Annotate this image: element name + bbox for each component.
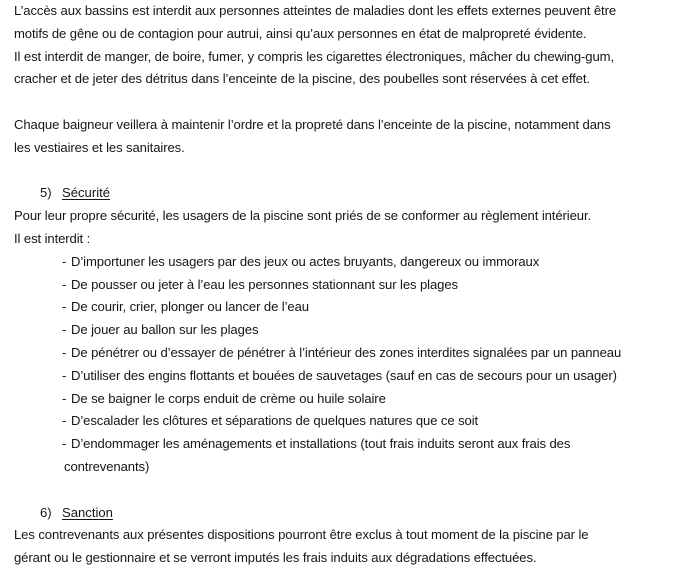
section-title: Sécurité bbox=[62, 185, 111, 201]
list-item bbox=[0, 342, 700, 365]
text-line: Il est interdit de manger, de boire, fumer, y compris les cigarettes électroniques, mâcher du chewing-gum, bbox=[14, 48, 615, 64]
prohibitions-list bbox=[0, 251, 700, 479]
sanction-paragraph bbox=[0, 524, 700, 570]
list-item-text: De jouer au ballon sur les plages bbox=[71, 322, 259, 338]
dash-bullet-icon: - bbox=[62, 276, 67, 292]
list-item-text: D’utiliser des engins flottants et bouées de sauvetages (sauf en cas de secours pour un usager) bbox=[71, 367, 617, 383]
text-line: cracher et de jeter des détritus dans l’enceinte de la piscine, des poubelles sont réservées à cet effet. bbox=[14, 71, 590, 87]
securite-lead bbox=[0, 205, 700, 251]
list-item-text: De courir, crier, plonger ou lancer de l’eau bbox=[71, 299, 309, 315]
dash-bullet-icon: - bbox=[62, 390, 67, 406]
list-item bbox=[0, 433, 700, 456]
section-heading-securite bbox=[0, 182, 700, 205]
list-item bbox=[0, 296, 700, 319]
section-gap bbox=[0, 479, 700, 502]
intro-paragraph-2 bbox=[0, 114, 700, 160]
list-item bbox=[0, 251, 700, 274]
list-item-text: De pénétrer ou d’essayer de pénétrer à l’intérieur des zones interdites signalées par un panneau bbox=[71, 344, 622, 360]
dash-bullet-icon: - bbox=[62, 253, 67, 269]
dash-bullet-icon: - bbox=[62, 344, 67, 360]
text-line: Pour leur propre sécurité, les usagers de la piscine sont priés de se conformer au règlement intérieur. bbox=[14, 208, 592, 224]
list-item bbox=[0, 319, 700, 342]
dash-bullet-icon: - bbox=[62, 322, 67, 338]
list-item bbox=[0, 274, 700, 297]
list-item-text: De se baigner le corps enduit de crème ou huile solaire bbox=[71, 390, 386, 406]
text-line: les vestiaires et les sanitaires. bbox=[14, 139, 185, 155]
paragraph-gap bbox=[0, 91, 700, 114]
section-gap bbox=[0, 160, 700, 183]
list-item-text: D’importuner les usagers par des jeux ou actes bruyants, dangereux ou immoraux bbox=[71, 253, 540, 269]
list-item bbox=[0, 388, 700, 411]
dash-bullet-icon: - bbox=[62, 299, 67, 315]
list-item-text: D’escalader les clôtures et séparations de quelques natures que ce soit bbox=[71, 413, 479, 429]
dash-bullet-icon: - bbox=[62, 436, 67, 452]
text-line: Chaque baigneur veillera à maintenir l’ordre et la propreté dans l’enceinte de la piscine, notamment dans bbox=[14, 116, 611, 132]
text-line: Les contrevenants aux présentes dispositions pourront être exclus à tout moment de la piscine par le bbox=[14, 527, 589, 543]
list-item bbox=[0, 365, 700, 388]
text-line: gérant ou le gestionnaire et se verront imputés les frais induits aux dégradations effectuées. bbox=[14, 550, 537, 566]
dash-bullet-icon: - bbox=[62, 367, 67, 383]
list-item-text: De pousser ou jeter à l’eau les personnes stationnant sur les plages bbox=[71, 276, 458, 292]
section-heading-sanction bbox=[0, 502, 700, 525]
section-number: 5) bbox=[40, 185, 52, 201]
text-line: L’accès aux bassins est interdit aux personnes atteintes de maladies dont les effets externes peuvent être bbox=[14, 3, 617, 18]
intro-paragraph-1 bbox=[0, 0, 700, 91]
list-item-continuation: contrevenants) bbox=[64, 458, 150, 474]
text-line: motifs de gêne ou de contagion pour autrui, ainsi qu’aux personnes en état de malpropreté évidente. bbox=[14, 25, 587, 41]
section-number: 6) bbox=[40, 504, 52, 520]
dash-bullet-icon: - bbox=[62, 413, 67, 429]
list-item bbox=[0, 410, 700, 433]
text-line: Il est interdit : bbox=[14, 230, 91, 246]
section-title: Sanction bbox=[62, 504, 113, 520]
list-item-text: D’endommager les aménagements et installations (tout frais induits seront aux frais des bbox=[71, 436, 571, 452]
